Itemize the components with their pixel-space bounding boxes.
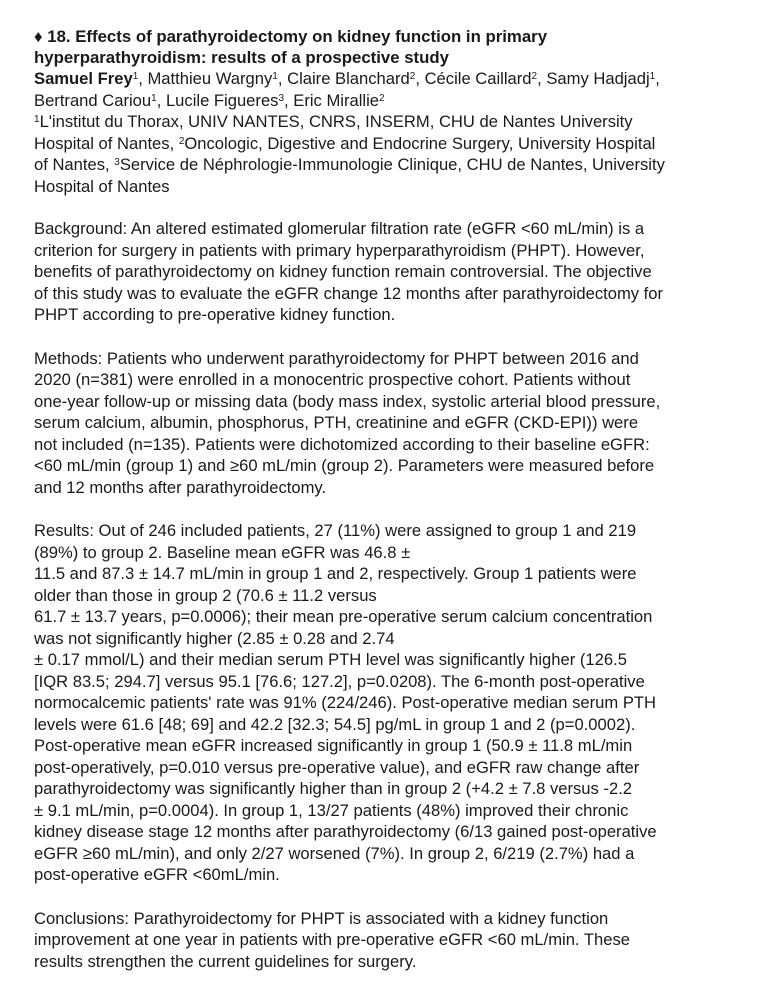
affiliations: [34, 111, 764, 197]
paragraph-line: Background: An altered estimated glomerular filtration rate (eGFR <60 mL/min) is a: [34, 219, 645, 238]
paragraph-line: normocalcemic patients' rate was 91% (224/246). Post-operative median serum PTH: [34, 693, 657, 712]
paragraph-line: eGFR ≥60 mL/min), and only 2/27 worsened (7%). In group 2, 6/219 (2.7%) had a: [34, 843, 635, 863]
affiliation-line-4: Hospital of Nantes: [34, 176, 170, 196]
author-separator: ,: [156, 90, 166, 110]
paragraph-line: criterion for surgery in patients with primary hyperparathyroidism (PHPT). However,: [34, 240, 645, 260]
author-separator: ,: [138, 69, 148, 88]
paragraph-line: kidney disease stage 12 months after parathyroidectomy (6/13 gained post-operative: [34, 822, 657, 841]
paragraph-line: not included (n=135). Patients were dichotomized according to their baseline eGFR:: [34, 434, 650, 454]
paragraph-line: PHPT according to pre-operative kidney function.: [34, 305, 396, 324]
author-name: Samuel Frey: [34, 69, 133, 88]
paragraph-line: post-operative eGFR <60mL/min.: [34, 865, 280, 884]
author-separator: ,: [537, 69, 547, 88]
paragraph-line: <60 mL/min (group 1) and ≥60 mL/min (group 2). Parameters were measured before: [34, 456, 655, 475]
diamond-bullet-icon: ♦: [34, 27, 43, 46]
abstract-title: [34, 26, 764, 68]
paragraph-line: 61.7 ± 13.7 years, p=0.0006); their mean pre-operative serum calcium concentration: [34, 607, 653, 626]
abstract-page: [34, 26, 764, 972]
results-section: [34, 520, 764, 886]
paragraph-line: Results: Out of 246 included patients, 27 (11%) were assigned to group 1 and 219: [34, 521, 637, 540]
author-affiliation-sup: 2: [379, 92, 385, 104]
affiliation-text: L'institut du Thorax, UNIV NANTES, CNRS, INSERM, CHU de Nantes University: [39, 112, 633, 131]
paragraph-line: Post-operative mean eGFR increased significantly in group 1 (50.9 ± 11.8 mL/min: [34, 736, 633, 755]
author-separator: ,: [277, 69, 288, 88]
paragraph-line: 11.5 and 87.3 ± 14.7 mL/min in group 1 and 2, respectively. Group 1 patients were: [34, 564, 637, 583]
paragraph-line: was not significantly higher (2.85 ± 0.28 and 2.74: [34, 628, 395, 648]
paragraph-line: one-year follow-up or missing data (body mass index, systolic arterial blood pressure,: [34, 391, 661, 411]
author-name: Bertrand Cariou: [34, 90, 152, 110]
paragraph-line: ± 0.17 mmol/L) and their median serum PTH level was significantly higher (126.5: [34, 650, 627, 669]
author-name: Matthieu Wargny: [147, 69, 273, 88]
paragraph-line: levels were 61.6 [48; 69] and 42.2 [32.3; 54.5] pg/mL in group 1 and 2 (p=0.0002).: [34, 714, 636, 734]
affiliation-sup: 3: [114, 157, 120, 168]
title-text-1: 18. Effects of parathyroidectomy on kidney function in primary: [42, 27, 548, 46]
paragraph-line: of this study was to evaluate the eGFR change 12 months after parathyroidectomy for: [34, 283, 664, 303]
affiliation-text: Hospital of Nantes,: [34, 133, 179, 153]
affiliation-sup: 1: [34, 114, 40, 125]
author-name: Lucile Figueres: [165, 90, 279, 110]
author-name: Claire Blanchard: [287, 69, 410, 88]
affiliation-text: Oncologic, Digestive and Endocrine Surgery, University Hospital: [184, 133, 656, 153]
affiliation-text: Service de Néphrologie-Immunologie Clinique, CHU de Nantes, University: [119, 155, 665, 174]
affiliation-line-3: [34, 154, 764, 176]
paragraph-line: Conclusions: Parathyroidectomy for PHPT is associated with a kidney function: [34, 908, 609, 928]
author-separator: ,: [655, 69, 660, 88]
author-affiliation-sup: 1: [132, 71, 139, 82]
author-affiliation-sup: 1: [649, 71, 656, 82]
affiliation-sup: 2: [178, 135, 185, 147]
author-name: Eric Mirallie: [293, 90, 380, 110]
methods-section: [34, 348, 764, 499]
paragraph-line: Methods: Patients who underwent parathyroidectomy for PHPT between 2016 and: [34, 348, 639, 368]
title-line-2: hyperparathyroidism: results of a prospective study: [34, 48, 449, 67]
author-separator: ,: [284, 90, 294, 110]
author-affiliation-sup: 1: [272, 71, 278, 82]
author-affiliation-sup: 2: [409, 71, 416, 82]
paragraph-line: serum calcium, albumin, phosphorus, PTH, creatinine and eGFR (CKD-EPI)) were: [34, 413, 639, 432]
author-separator: ,: [415, 69, 425, 88]
affiliation-line-2: [34, 133, 764, 155]
title-line-1: [34, 26, 764, 47]
paragraph-line: ± 9.1 mL/min, p=0.0004). In group 1, 13/27 patients (48%) improved their chronic: [34, 800, 629, 820]
paragraph-line: (89%) to group 2. Baseline mean eGFR was 46.8 ±: [34, 542, 411, 562]
affiliation-line-1: [34, 111, 764, 133]
author-affiliation-sup: 2: [531, 71, 538, 82]
conclusions-section: [34, 908, 764, 973]
paragraph-line: results strengthen the current guidelines for surgery.: [34, 951, 417, 971]
paragraph-line: benefits of parathyroidectomy on kidney function remain controversial. The objective: [34, 262, 652, 281]
paragraph-line: parathyroidectomy was significantly higher than in group 2 (+4.2 ± 7.8 versus -2.2: [34, 779, 633, 798]
paragraph-line: post-operatively, p=0.010 versus pre-operative value), and eGFR raw change after: [34, 757, 640, 777]
paragraph-line: [IQR 83.5; 294.7] versus 95.1 [76.6; 127.2], p=0.0208). The 6-month post-operative: [34, 671, 645, 691]
paragraph-line: older than those in group 2 (70.6 ± 11.2 versus: [34, 585, 377, 605]
paragraph-line: improvement at one year in patients with pre-operative eGFR <60 mL/min. These: [34, 930, 630, 949]
author-list: [34, 68, 764, 111]
authors-line-2: [34, 90, 764, 112]
author-affiliation-sup: 3: [278, 92, 285, 104]
affiliation-text: of Nantes,: [34, 155, 115, 174]
paragraph-line: and 12 months after parathyroidectomy.: [34, 477, 327, 497]
author-name: Samy Hadjadj: [546, 69, 650, 88]
background-section: [34, 218, 764, 326]
paragraph-line: 2020 (n=381) were enrolled in a monocentric prospective cohort. Patients without: [34, 370, 631, 389]
authors-line-1: [34, 68, 764, 90]
author-affiliation-sup: 1: [151, 92, 157, 104]
author-name: Cécile Caillard: [424, 69, 532, 88]
